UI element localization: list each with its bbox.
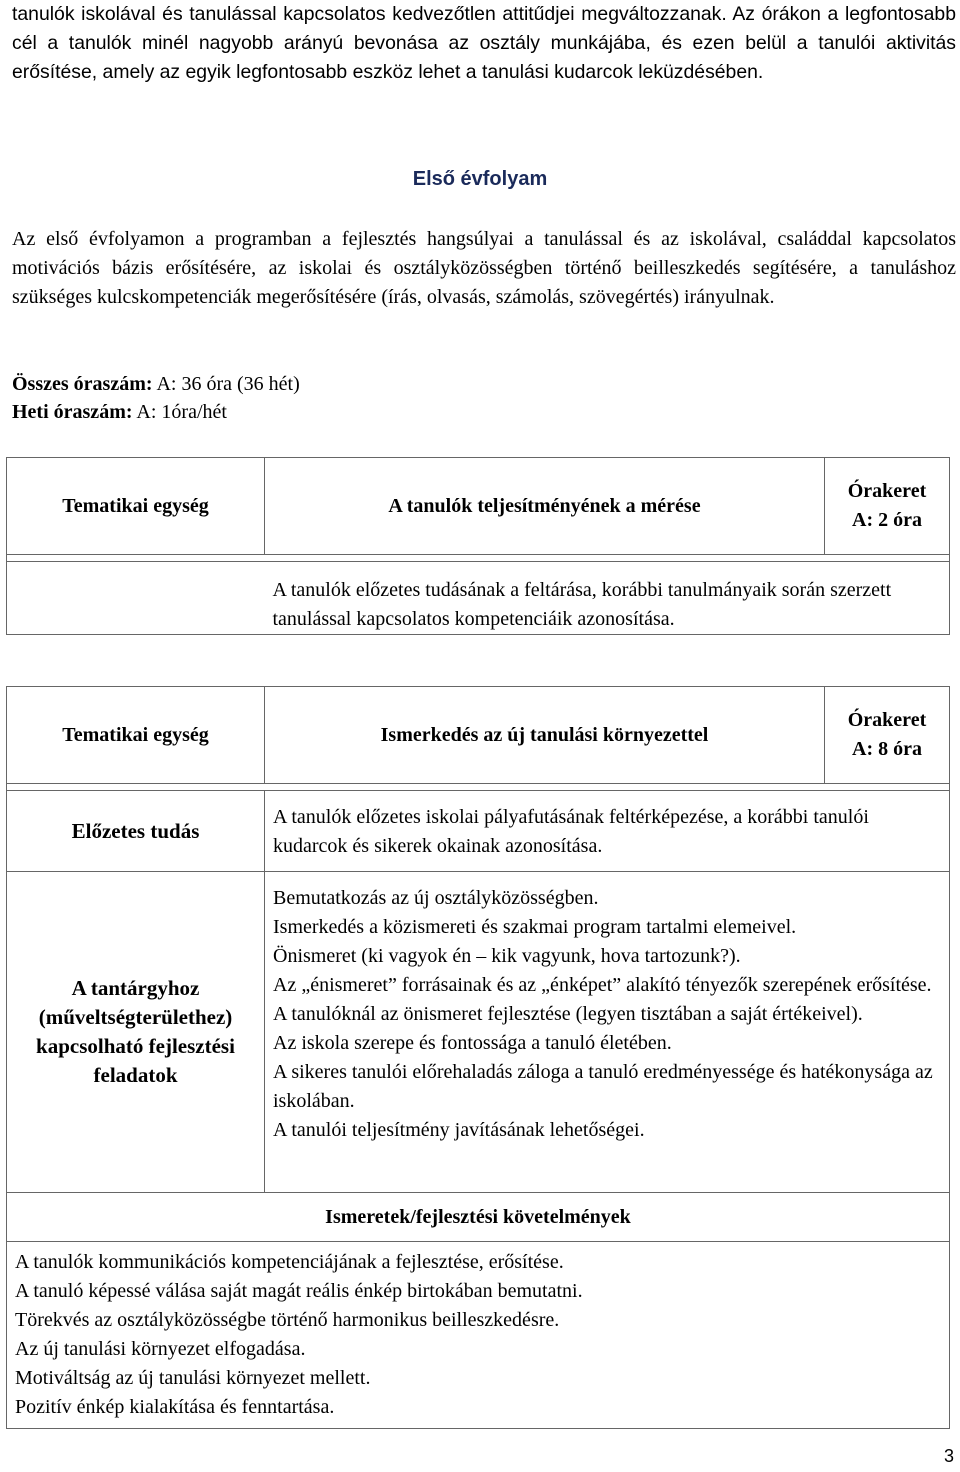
unit-hours	[825, 458, 950, 555]
unit-table-environment	[6, 686, 950, 1429]
requirement-item: Törekvés az osztályközösségbe történő harmonikus beilleszkedésre.	[15, 1309, 560, 1331]
task-item: Bemutatkozás az új osztályközösségben.	[273, 887, 599, 909]
unit-description-row	[7, 562, 950, 635]
requirement-item: Pozitív énkép kialakítása és fenntartása.	[15, 1396, 335, 1418]
requirement-item: A tanulók kommunikációs kompetenciájának a fejlesztése, erősítése.	[15, 1251, 564, 1273]
requirement-item: A tanuló képessé válása saját magát reális énkép birtokában bemutatni.	[15, 1280, 583, 1302]
prior-knowledge-label: Előzetes tudás	[7, 791, 265, 872]
unit-header-row	[7, 687, 950, 784]
unit-title: A tanulók teljesítményének a mérése	[265, 458, 825, 555]
task-item: Ismerkedés a közismereti és szakmai program tartalmi elemeivel.	[273, 916, 797, 938]
unit-hours-label: Órakeret	[847, 480, 927, 502]
unit-hours-value: A: 8 óra	[852, 738, 922, 760]
total-hours-value: A: 36 óra (36 hét)	[156, 373, 300, 395]
unit-table-measurement	[6, 457, 950, 635]
unit-title: Ismerkedés az új tanulási környezettel	[265, 687, 825, 784]
intro-paragraph: tanulók iskolával és tanulással kapcsolatos kedvezőtlen attitűdjei megváltozzanak. Az órákon a legfontosabb cél a tanulók minél nagyobb arányú bevonása az osztály munkájába, és ezen belül a tanulói aktivitás erősítése, amely az egyik legfontosabb eszköz lehet a tanulási kudarcok leküzdésében.	[12, 3, 956, 83]
task-item: Az „énismeret” forrásainak és az „énképet” alakító tényezők szerepének erősítése.	[273, 974, 932, 996]
weekly-hours-value: A: 1óra/hét	[136, 401, 227, 423]
requirement-item: Motiváltság az új tanulási környezet mellett.	[15, 1367, 371, 1389]
unit-label: Tematikai egység	[7, 687, 265, 784]
empty-cell	[7, 562, 265, 635]
weekly-hours	[12, 399, 227, 425]
page-number: 3	[943, 1446, 954, 1466]
weekly-hours-label: Heti óraszám:	[12, 401, 133, 423]
total-hours	[12, 371, 300, 397]
prior-knowledge-row	[7, 791, 950, 872]
spacer-cell	[7, 555, 950, 562]
requirements-list	[7, 1242, 950, 1429]
section-heading: Első évfolyam	[412, 168, 548, 190]
task-item: Önismeret (ki vagyok én – kik vagyunk, hova tartozunk?).	[273, 945, 741, 967]
unit-label: Tematikai egység	[7, 458, 265, 555]
task-item: Az iskola szerepe és fontossága a tanuló életében.	[273, 1032, 672, 1054]
tasks-list	[265, 872, 950, 1193]
spacer-cell	[7, 784, 950, 791]
task-item: A tanulóknál az önismeret fejlesztése (legyen tisztában a saját értékeivel).	[273, 1003, 863, 1025]
requirements-row	[7, 1242, 950, 1429]
unit-hours	[825, 687, 950, 784]
task-item: A sikeres tanulói előrehaladás záloga a tanuló eredményessége és hatékonysága az iskolában.	[273, 1061, 933, 1112]
spacer-row	[7, 784, 950, 791]
requirement-item: Az új tanulási környezet elfogadása.	[15, 1338, 306, 1360]
prior-knowledge-text: A tanulók előzetes iskolai pályafutásának feltérképezése, a korábbi tanulói kudarcok és sikerek okainak azonosítása.	[265, 791, 950, 872]
spacer-row	[7, 555, 950, 562]
requirements-header-row	[7, 1193, 950, 1242]
tasks-row	[7, 872, 950, 1193]
unit-description: A tanulók előzetes tudásának a feltárása, korábbi tanulmányaik során szerzett tanulással kapcsolatos kompetenciáik azonosítása.	[265, 562, 950, 635]
unit-hours-value: A: 2 óra	[852, 509, 922, 531]
tasks-label: A tantárgyhoz (műveltségterülethez) kapcsolható fejlesztési feladatok	[7, 872, 265, 1193]
unit-header-row	[7, 458, 950, 555]
section-body: Az első évfolyamon a programban a fejlesztés hangsúlyai a tanulással és az iskolával, családdal kapcsolatos motivációs bázis erősítésére, az iskolai és osztályközösségben történő beilleszkedés segítésére, a tanuláshoz szükséges kulcskompetenciák megerősítésére (írás, olvasás, számolás, szövegértés) irányulnak.	[12, 228, 956, 308]
task-item: A tanulói teljesítmény javításának lehetőségei.	[273, 1119, 645, 1141]
total-hours-label: Összes óraszám:	[12, 373, 153, 395]
requirements-heading: Ismeretek/fejlesztési követelmények	[7, 1193, 950, 1242]
unit-hours-label: Órakeret	[847, 709, 927, 731]
